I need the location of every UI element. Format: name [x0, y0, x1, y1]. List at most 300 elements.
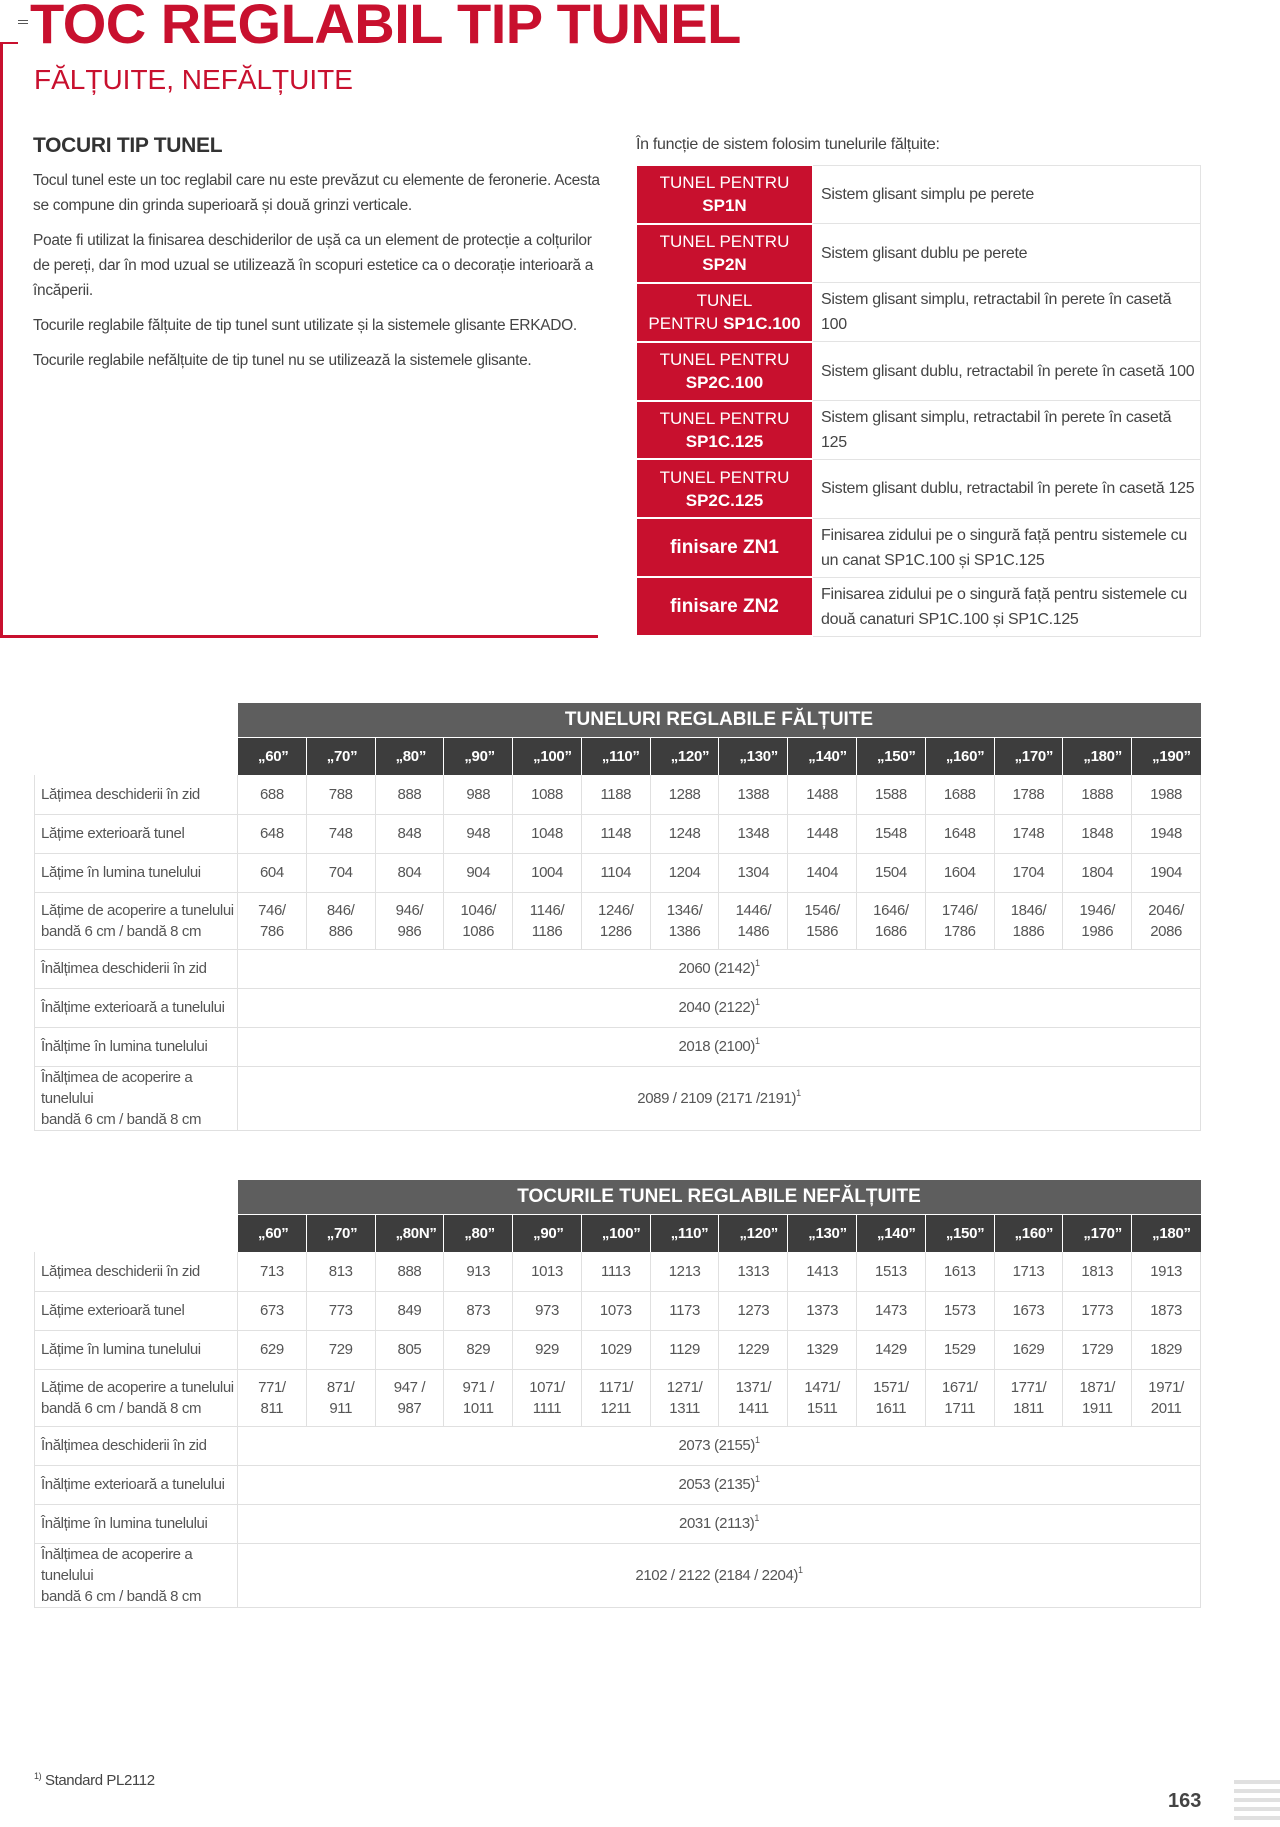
value-cell: [238, 1330, 307, 1369]
value-text: 1629: [1012, 1341, 1045, 1358]
value-cell: [306, 814, 375, 853]
row-label: [35, 1465, 238, 1504]
footnote-ref: 1: [796, 1087, 801, 1098]
value-text: 813: [328, 1262, 353, 1280]
value-cell: [444, 1252, 513, 1291]
value-text: 1988: [1150, 785, 1182, 803]
value-text: 1788: [1012, 785, 1045, 803]
span-value: 2053 (2135): [678, 1476, 755, 1493]
value-cell: [650, 1291, 719, 1330]
column-header: „140”: [857, 1214, 926, 1252]
value-cell: [994, 775, 1063, 814]
value-text-2: 1911: [1081, 1399, 1113, 1417]
value-text: 1229: [737, 1341, 770, 1358]
column-header: „170”: [1063, 1214, 1132, 1252]
span-value-cell: [238, 1543, 1201, 1607]
value-text: 648: [259, 825, 284, 842]
value-text: 1773: [1081, 1302, 1114, 1319]
value-cell: [375, 1291, 444, 1330]
column-header: „110”: [581, 737, 650, 775]
table-corner: [35, 703, 238, 737]
value-text: 1546/: [804, 901, 840, 919]
value-text: 673: [259, 1302, 284, 1319]
value-text: 1288: [668, 785, 701, 803]
system-desc: Sistem glisant simplu, retractabil în perete în casetă 125: [813, 401, 1201, 460]
row-label-text: Lățime în lumina tunelului: [41, 1341, 201, 1358]
column-header: „60”: [238, 1214, 307, 1252]
value-text: 1948: [1150, 825, 1182, 842]
value-cell: [375, 1369, 444, 1426]
value-text-2: 1286: [599, 922, 632, 940]
value-cell: [925, 1291, 994, 1330]
value-text-2: 1786: [943, 922, 976, 940]
value-cell: [719, 1330, 788, 1369]
value-cell: [581, 892, 650, 949]
span-value-cell: [238, 988, 1201, 1027]
value-text: 848: [397, 825, 422, 842]
span-value: 2073 (2155): [678, 1437, 755, 1454]
row-label-text: Înălțimea deschiderii în zid: [41, 1437, 207, 1454]
system-row: [637, 342, 1201, 401]
falted-tunnels-table: [34, 703, 1201, 1131]
value-cell: [719, 853, 788, 892]
column-header: „180”: [1132, 1214, 1201, 1252]
value-text: 629: [259, 1341, 284, 1358]
top-marker: [18, 20, 28, 24]
value-text: 1613: [943, 1262, 976, 1280]
row-label-text: Lățimea deschiderii în zid: [41, 1262, 200, 1280]
value-cell: [857, 775, 926, 814]
value-cell: [306, 1291, 375, 1330]
value-text: 1271/: [666, 1378, 703, 1396]
value-cell: [444, 775, 513, 814]
value-cell: [1132, 1291, 1201, 1330]
value-text: 1204: [668, 864, 701, 881]
row-label-sub: bandă 6 cm / bandă 8 cm: [41, 1399, 202, 1417]
value-text: 1413: [806, 1262, 839, 1280]
value-text: 1348: [737, 825, 770, 842]
value-text-2: 1311: [669, 1399, 700, 1417]
column-header: „110”: [650, 1214, 719, 1252]
value-cell: [581, 775, 650, 814]
value-cell: [1063, 1291, 1132, 1330]
value-cell: [1063, 1252, 1132, 1291]
value-text: 1873: [1150, 1302, 1182, 1319]
value-text-2: 1211: [600, 1399, 632, 1417]
value-cell: [1132, 1330, 1201, 1369]
value-text-2: 786: [259, 922, 284, 940]
table-row: [35, 1066, 1201, 1130]
value-cell: [650, 775, 719, 814]
value-text-2: 1086: [462, 922, 495, 940]
value-text-2: 1986: [1081, 922, 1114, 940]
page-subtitle: FĂLȚUITE, NEFĂLȚUITE: [34, 64, 353, 95]
row-label-text: Lățime în lumina tunelului: [41, 864, 201, 881]
value-cell: [650, 1369, 719, 1426]
span-value: 2102 / 2122 (2184 / 2204): [635, 1566, 799, 1584]
unfalted-tunnels-table: [34, 1180, 1201, 1608]
table-row: [35, 1465, 1201, 1504]
value-text: 1488: [806, 785, 839, 803]
value-cell: [238, 1369, 307, 1426]
system-prefix: TUNEL: [696, 291, 753, 311]
value-text: 1073: [599, 1302, 632, 1319]
row-label: [35, 775, 238, 814]
column-header: „100”: [513, 737, 582, 775]
value-text: 729: [328, 1341, 353, 1358]
value-cell: [581, 853, 650, 892]
value-cell: [306, 892, 375, 949]
row-label-text: Lățime de acoperire a tunelului: [41, 901, 234, 919]
value-cell: [788, 775, 857, 814]
value-cell: [1132, 814, 1201, 853]
intro-heading: TOCURI TIP TUNEL: [33, 134, 223, 157]
table-row: [35, 1504, 1201, 1543]
column-header: „120”: [719, 1214, 788, 1252]
column-header: „100”: [581, 1214, 650, 1252]
row-label: [35, 814, 238, 853]
system-desc: Sistem glisant dublu, retractabil în perete în casetă 100: [813, 342, 1201, 401]
systems-table: [636, 164, 1201, 637]
value-cell: [925, 814, 994, 853]
footnote-ref: 1: [754, 1513, 759, 1523]
system-row: [637, 224, 1201, 283]
value-cell: [581, 1291, 650, 1330]
value-cell: [994, 814, 1063, 853]
value-cell: [1132, 853, 1201, 892]
value-cell: [719, 1291, 788, 1330]
value-cell: [306, 1252, 375, 1291]
value-text: 1673: [1012, 1302, 1045, 1319]
footnote-ref: 1: [754, 1474, 760, 1484]
column-header: „80N”: [375, 1214, 444, 1252]
value-text: 1504: [875, 864, 907, 881]
system-desc: Sistem glisant dublu, retractabil în perete în casetă 125: [813, 459, 1201, 518]
value-cell: [306, 775, 375, 814]
intro-paragraph-2: Poate fi utilizat la finisarea deschiderilor de ușă ca un element de protecție a colțurilor de pereți, dar în mod uzual se utilizează în scopuri estetice ca o decorație interioară a încăperii.: [33, 232, 594, 299]
value-text: 1971/: [1148, 1378, 1184, 1396]
row-label-sub: bandă 6 cm / bandă 8 cm: [41, 1587, 202, 1605]
value-cell: [788, 1330, 857, 1369]
value-text: 849: [397, 1302, 422, 1319]
value-text: 1748: [1012, 825, 1045, 842]
value-text: 788: [328, 785, 353, 803]
table-row: [35, 1426, 1201, 1465]
table-title-row: [35, 703, 1201, 737]
footnote-ref: 1: [754, 997, 760, 1007]
value-cell: [513, 775, 582, 814]
value-text: 805: [397, 1341, 422, 1358]
span-value: 2018 (2100): [678, 1038, 755, 1055]
value-cell: [444, 1369, 513, 1426]
value-cell: [650, 814, 719, 853]
column-header: „160”: [994, 1214, 1063, 1252]
value-text: 1573: [943, 1302, 976, 1319]
value-text: 1104: [600, 864, 632, 881]
value-cell: [444, 1291, 513, 1330]
value-cell: [375, 853, 444, 892]
system-prefix: TUNEL PENTRU: [659, 173, 790, 193]
value-cell: [1063, 892, 1132, 949]
system-code: finisare ZN1: [637, 518, 813, 577]
value-text: 748: [328, 825, 353, 842]
value-cell: [719, 1252, 788, 1291]
value-cell: [1132, 775, 1201, 814]
value-cell: [925, 1330, 994, 1369]
value-cell: [513, 853, 582, 892]
value-text-2: 987: [397, 1399, 422, 1417]
value-text: 1448: [806, 825, 839, 842]
system-desc: Finisarea zidului pe o singură față pentru sistemele cu un canat SP1C.100 și SP1C.125: [813, 518, 1201, 577]
value-cell: [581, 814, 650, 853]
value-text: 1329: [806, 1341, 839, 1358]
value-text: 1804: [1081, 864, 1114, 881]
value-cell: [581, 1252, 650, 1291]
decorative-stripes: [1234, 1780, 1280, 1827]
value-text: 1113: [601, 1262, 631, 1280]
intro-paragraph-1: Tocul tunel este un toc reglabil care nu este prevăzut cu elemente de feronerie. Acesta se compune din grinda superioară și două grinzi verticale.: [33, 172, 600, 214]
value-cell: [513, 1291, 582, 1330]
system-code-cell: [637, 342, 813, 401]
system-row: [637, 165, 1201, 224]
value-cell: [994, 1330, 1063, 1369]
span-value: 2060 (2142): [678, 960, 755, 977]
column-header: „70”: [306, 1214, 375, 1252]
row-label: [35, 949, 238, 988]
value-text: 1173: [669, 1302, 700, 1319]
table-corner: [35, 1180, 238, 1214]
column-header: „150”: [925, 1214, 994, 1252]
value-text-2: 1686: [875, 922, 907, 940]
value-cell: [650, 1330, 719, 1369]
value-cell: [788, 1252, 857, 1291]
value-text: 1746/: [941, 901, 978, 919]
value-text-2: 1011: [462, 1399, 494, 1417]
value-text: 988: [466, 785, 491, 803]
value-text: 1404: [806, 864, 839, 881]
value-text-2: 1611: [875, 1399, 907, 1417]
value-text: 1646/: [873, 901, 909, 919]
value-cell: [306, 1330, 375, 1369]
column-header: „170”: [994, 737, 1063, 775]
table-row: [35, 853, 1201, 892]
system-code-cell: [637, 401, 813, 460]
row-label-text: Lățime exterioară tunel: [41, 1302, 185, 1319]
value-text: 1904: [1150, 864, 1182, 881]
table-row: [35, 1369, 1201, 1426]
value-text: 888: [397, 785, 422, 803]
footnote: [34, 1771, 155, 1789]
column-header: „180”: [1063, 737, 1132, 775]
value-cell: [857, 892, 926, 949]
table-row: [35, 1543, 1201, 1607]
column-header: „130”: [719, 737, 788, 775]
value-text: 1946/: [1079, 901, 1116, 919]
row-label: [35, 1504, 238, 1543]
value-text: 1373: [806, 1302, 839, 1319]
table-row: [35, 988, 1201, 1027]
value-cell: [857, 853, 926, 892]
value-cell: [994, 892, 1063, 949]
value-cell: [238, 1291, 307, 1330]
value-cell: [375, 775, 444, 814]
column-header: „120”: [650, 737, 719, 775]
value-text-2: 986: [397, 922, 422, 940]
system-desc: Sistem glisant simplu, retractabil în perete în casetă 100: [813, 283, 1201, 342]
value-cell: [719, 775, 788, 814]
value-text: 1648: [943, 825, 976, 842]
system-row: [637, 577, 1201, 636]
value-text: 1088: [531, 785, 563, 803]
row-label-text: Înălțime exterioară a tunelului: [41, 999, 225, 1016]
value-cell: [1063, 1330, 1132, 1369]
span-value-cell: [238, 1504, 1201, 1543]
value-cell: [650, 1252, 719, 1291]
span-value-cell: [238, 1027, 1201, 1066]
value-cell: [788, 892, 857, 949]
column-header: „70”: [306, 737, 375, 775]
column-header: „190”: [1132, 737, 1201, 775]
system-code: SP2N: [702, 255, 747, 275]
value-cell: [788, 1369, 857, 1426]
span-value-cell: [238, 1066, 1201, 1130]
footnote-ref: 1: [754, 1435, 760, 1445]
system-code: finisare ZN2: [637, 577, 813, 636]
system-row: [637, 518, 1201, 577]
value-text: 846/: [326, 901, 355, 919]
value-cell: [513, 1369, 582, 1426]
value-text-2: 1511: [806, 1399, 838, 1417]
row-label-text: Înălțime în lumina tunelului: [41, 1038, 208, 1055]
value-cell: [857, 1330, 926, 1369]
value-text: 1913: [1150, 1262, 1182, 1280]
footnote-ref: 1: [754, 958, 760, 968]
row-label-text: Lățimea deschiderii în zid: [41, 785, 200, 803]
value-cell: [925, 1369, 994, 1426]
column-header: „130”: [788, 1214, 857, 1252]
row-label-text: Înălțime în lumina tunelului: [41, 1515, 208, 1532]
value-cell: [994, 1291, 1063, 1330]
system-prefix: TUNEL PENTRU: [659, 467, 790, 487]
value-cell: [306, 853, 375, 892]
intro-paragraph-3: Tocurile reglabile fălțuite de tip tunel sunt utilizate și la sistemele glisante ERKADO.: [33, 317, 577, 334]
value-text: 1688: [943, 785, 976, 803]
system-code-cell: [637, 224, 813, 283]
value-cell: [513, 1330, 582, 1369]
value-text-2: 1111: [532, 1399, 562, 1417]
value-text: 873: [466, 1302, 491, 1319]
value-text: 1846/: [1010, 901, 1047, 919]
value-text: 704: [328, 864, 353, 881]
table-corner: [35, 1214, 238, 1252]
intro-section: [33, 134, 603, 383]
value-text-2: 1386: [668, 922, 701, 940]
value-cell: [375, 1252, 444, 1291]
row-label: [35, 1369, 238, 1426]
table-header-row: [35, 737, 1201, 775]
row-label-text: Înălțimea de acoperire a tunelului: [41, 1068, 193, 1107]
value-cell: [719, 814, 788, 853]
value-text: 1829: [1150, 1341, 1182, 1358]
system-code-cell: [637, 165, 813, 224]
system-row: [637, 401, 1201, 460]
value-text: 913: [466, 1262, 491, 1280]
table-row: [35, 892, 1201, 949]
value-cell: [1063, 1369, 1132, 1426]
value-text-2: 2086: [1150, 922, 1182, 940]
value-text: 973: [535, 1302, 559, 1319]
span-value: 2040 (2122): [678, 999, 755, 1016]
value-cell: [444, 1330, 513, 1369]
column-header: „80”: [444, 1214, 513, 1252]
row-label: [35, 1543, 238, 1607]
value-text: 1729: [1081, 1341, 1114, 1358]
table-row: [35, 775, 1201, 814]
span-value: 2089 / 2109 (2171 /2191): [637, 1089, 797, 1107]
value-text: 829: [466, 1341, 491, 1358]
value-text: 1888: [1081, 785, 1114, 803]
value-text: 1548: [875, 825, 907, 842]
value-cell: [857, 1252, 926, 1291]
value-cell: [857, 1369, 926, 1426]
value-text: 1273: [737, 1302, 770, 1319]
value-text: 1529: [943, 1341, 976, 1358]
value-cell: [650, 892, 719, 949]
value-text: 804: [397, 864, 422, 881]
row-label-sub: bandă 6 cm / bandă 8 cm: [41, 1110, 202, 1128]
value-text-2: 911: [329, 1399, 353, 1417]
table-corner: [35, 737, 238, 775]
system-prefix: TUNEL PENTRU: [659, 409, 790, 428]
value-cell: [994, 1252, 1063, 1291]
system-code: SP2C.100: [685, 373, 764, 393]
span-value-cell: [238, 949, 1201, 988]
table-row: [35, 1291, 1201, 1330]
row-label: [35, 1426, 238, 1465]
value-text: 1148: [600, 825, 632, 842]
value-text-2: 1486: [737, 922, 770, 940]
value-cell: [1063, 814, 1132, 853]
row-label: [35, 853, 238, 892]
row-label: [35, 892, 238, 949]
value-text: 1848: [1081, 825, 1114, 842]
value-text: 1346/: [666, 901, 703, 919]
system-code: SP1C.100: [723, 314, 801, 334]
intro-paragraph-4: Tocurile reglabile nefălțuite de tip tunel nu se utilizează la sistemele glisante.: [33, 352, 532, 369]
value-text-2: 1811: [1013, 1399, 1044, 1417]
value-cell: [925, 853, 994, 892]
value-cell: [375, 892, 444, 949]
value-text: 1013: [531, 1262, 563, 1280]
frame-line-bottom: [0, 635, 598, 638]
value-cell: [1132, 892, 1201, 949]
row-label: [35, 1291, 238, 1330]
value-text: 1471/: [804, 1378, 840, 1396]
value-text: 1571/: [873, 1378, 909, 1396]
value-text: 688: [259, 785, 284, 803]
value-cell: [788, 1291, 857, 1330]
value-cell: [513, 1252, 582, 1291]
value-cell: [375, 814, 444, 853]
table-title-row: [35, 1180, 1201, 1214]
row-label-text: Înălțime exterioară a tunelului: [41, 1476, 225, 1493]
column-header: „150”: [857, 737, 926, 775]
value-text: 1188: [600, 785, 632, 803]
value-text: 746/: [258, 901, 286, 919]
row-label-text: Înălțimea deschiderii în zid: [41, 960, 207, 977]
value-text: 604: [259, 864, 284, 881]
value-text: 1771/: [1010, 1378, 1047, 1396]
